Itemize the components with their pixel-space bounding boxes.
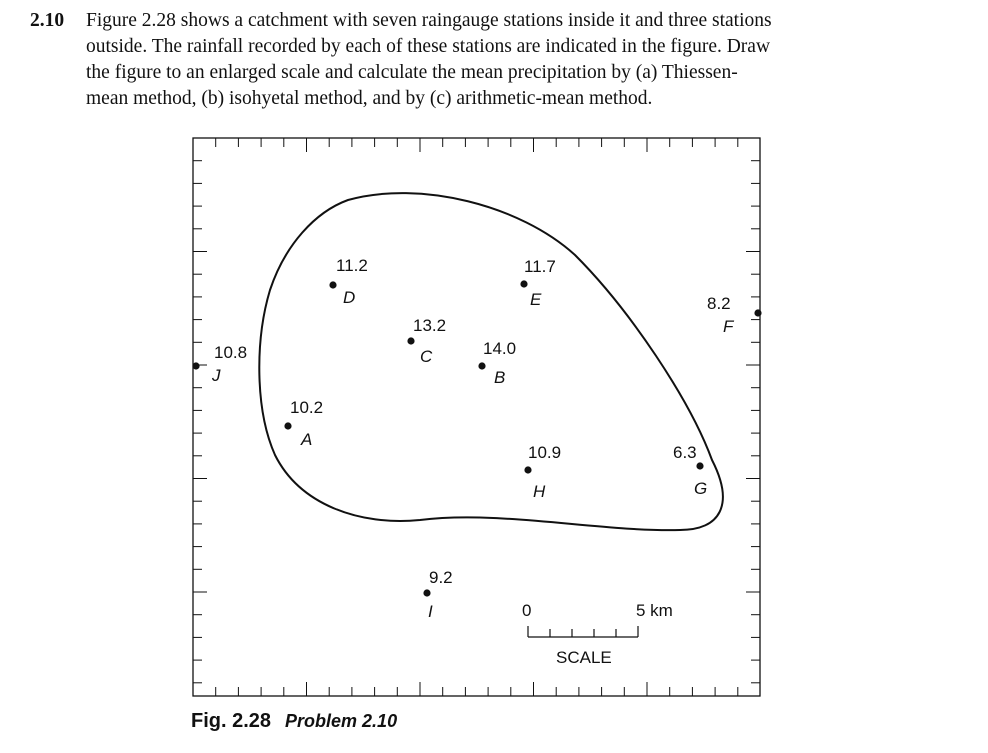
station-id: E — [530, 290, 542, 309]
catchment-boundary — [259, 193, 723, 530]
station-J — [192, 343, 247, 385]
rainfall-label: 14.0 — [483, 339, 517, 358]
station-id: F — [723, 317, 734, 336]
station-id: D — [343, 288, 356, 307]
scale-bar — [522, 601, 673, 667]
rainfall-label: 11.7 — [524, 257, 556, 276]
station-marker — [520, 280, 527, 287]
rainfall-label: 6.3 — [673, 443, 697, 462]
problem-number: 2.10 — [30, 10, 65, 31]
problem-line: the figure to an enlarged scale and calculate the mean precipitation by (a) Thiessen- — [86, 62, 738, 83]
rainfall-label: 10.2 — [290, 398, 324, 417]
station-E — [520, 257, 555, 309]
problem-reference: Problem 2.10 — [285, 711, 398, 731]
station-id: I — [428, 602, 433, 621]
station-id: H — [533, 482, 546, 501]
station-id: C — [420, 347, 433, 366]
station-F — [707, 294, 762, 336]
frame-ticks — [193, 138, 760, 696]
station-marker — [754, 309, 761, 316]
scale-start-label: 0 — [522, 601, 532, 620]
rainfall-label: 13.2 — [413, 316, 447, 335]
figure-number: Fig. 2.28 — [191, 710, 272, 732]
station-H — [524, 443, 561, 501]
scale-label: SCALE — [556, 648, 612, 667]
station-marker — [284, 422, 291, 429]
station-marker — [423, 589, 430, 596]
station-marker — [478, 362, 485, 369]
problem-line: Figure 2.28 shows a catchment with seven raingauge stations inside it and three stations — [86, 10, 772, 31]
rainfall-label: 9.2 — [429, 568, 453, 587]
station-I — [423, 568, 452, 621]
figure-caption — [191, 710, 397, 733]
station-A — [284, 398, 323, 449]
rainfall-label: 11.2 — [336, 256, 368, 275]
station-id: B — [494, 368, 506, 387]
station-id: A — [301, 430, 313, 449]
station-marker — [192, 362, 199, 369]
rainfall-label: 10.9 — [528, 443, 562, 462]
station-B — [478, 339, 516, 387]
station-G — [673, 443, 707, 498]
station-id: J — [212, 366, 221, 385]
rainfall-label: 10.8 — [214, 343, 248, 362]
rainfall-label: 8.2 — [707, 294, 731, 313]
problem-line: mean method, (b) isohyetal method, and by (c) arithmetic-mean method. — [86, 88, 653, 109]
scale-ruler — [528, 626, 638, 637]
station-C — [407, 316, 446, 366]
station-marker — [696, 462, 703, 469]
scale-end-label: 5 km — [636, 601, 673, 620]
figure-frame — [193, 138, 760, 696]
station-id: G — [694, 479, 708, 498]
problem-line: outside. The rainfall recorded by each of these stations are indicated in the figure. Draw — [86, 36, 771, 57]
station-marker — [524, 466, 531, 473]
station-D — [329, 256, 367, 307]
station-marker — [407, 337, 414, 344]
station-marker — [329, 281, 336, 288]
